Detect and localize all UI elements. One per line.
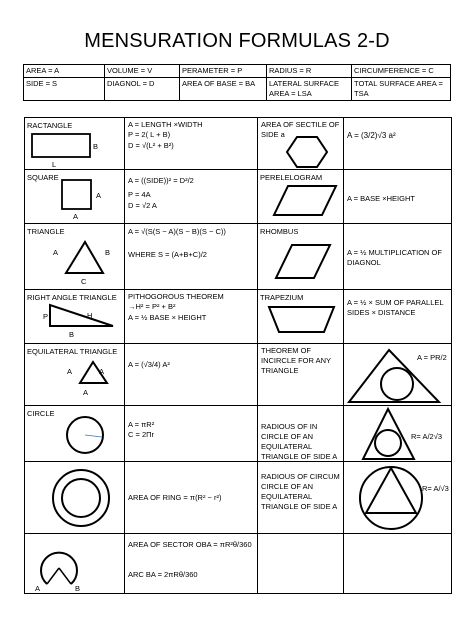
rectangle-figure-cell	[25, 118, 125, 170]
circle-label: CIRCLE	[27, 409, 55, 418]
formula-row	[25, 534, 452, 594]
parallelogram-figure-cell	[258, 170, 344, 224]
abbreviation-legend	[23, 64, 451, 101]
circumcircle-label: RADIOUS OF CIRCUM CIRCLE OF AN EQUILATERAL TRIANGLE OF SIDE A	[261, 472, 340, 511]
incircle-formula: A = PR/2	[417, 353, 447, 362]
triangle-shape	[65, 241, 107, 275]
formula-row	[25, 462, 452, 534]
semiperimeter-formula: WHERE S = (A+B+C)/2	[128, 250, 207, 259]
rectangle-formula-cell	[125, 118, 258, 170]
rhombus-figure-cell	[258, 224, 344, 290]
triangle-figure-cell	[25, 224, 125, 290]
sector-arc-formula: ARC BA = 2πRθ/360	[128, 570, 198, 579]
circumcircle-figure-cell	[344, 462, 452, 534]
circle-figure-cell	[25, 406, 125, 462]
sector-formula-cell	[125, 534, 258, 594]
rhombus-formula-cell	[344, 224, 452, 290]
square-side-right: A	[96, 191, 102, 200]
legend-cell: LATERAL SURFACE AREA = LSA	[267, 78, 352, 101]
right-triangle-side-p: P	[43, 312, 49, 321]
square-formula-cell	[125, 170, 258, 224]
circumcircle-formula: R= A/√3	[422, 484, 449, 493]
right-triangle-shape	[49, 304, 115, 328]
rectangle-side-b: B	[93, 142, 99, 151]
rectangle-diagonal-formula: D = √(L² + B²)	[128, 141, 174, 150]
sector-point-b: B	[75, 584, 81, 593]
equilateral-shape	[79, 361, 111, 385]
right-triangle-figure-cell	[25, 290, 125, 344]
equilateral-figure-cell	[25, 344, 125, 406]
legend-cell: AREA OF BASE = BA	[180, 78, 267, 101]
circle-circumference-formula: C = 2Πr	[128, 430, 155, 439]
legend-row	[24, 78, 451, 101]
formula-row	[25, 224, 452, 290]
square-label: SQUARE	[27, 173, 59, 182]
incircle-eq-formula: R= A/2√3	[411, 432, 443, 441]
ring-shape	[51, 468, 111, 528]
circumcircle-text-cell	[258, 462, 344, 534]
equilateral-side-bottom: A	[83, 388, 89, 397]
hexagon-formula-cell	[344, 118, 452, 170]
rectangle-area-formula: A = LENGTH ×WIDTH	[128, 120, 203, 129]
equilateral-label: EQUILATERAL TRIANGLE	[27, 347, 118, 356]
empty-cell	[258, 534, 344, 594]
right-triangle-side-h: H	[87, 311, 93, 320]
triangle-formula-cell	[125, 224, 258, 290]
empty-cell	[344, 534, 452, 594]
legend-cell: SIDE = S	[24, 78, 105, 101]
incircle-eq-text-cell	[258, 406, 344, 462]
square-area-formula: A = ((SIDE))² = D²/2	[128, 176, 194, 185]
formula-grid	[24, 117, 452, 594]
triangle-side-a: A	[53, 248, 59, 257]
formula-row	[25, 290, 452, 344]
ring-formula-cell	[125, 462, 258, 534]
circle-area-formula: A = πR²	[128, 420, 155, 429]
legend-cell: CIRCUMFERENCE = C	[352, 65, 451, 78]
ring-figure-cell	[25, 462, 125, 534]
trapezium-shape	[268, 306, 336, 334]
equilateral-side-right: A	[99, 367, 105, 376]
equilateral-formula-cell	[125, 344, 258, 406]
rectangle-perimeter-formula: P = 2( L + B)	[128, 130, 171, 139]
legend-cell: DIAGNOL = D	[105, 78, 180, 101]
right-triangle-area-formula: A = ½ BASE × HEIGHT	[128, 313, 207, 322]
page-title: MENSURATION FORMULAS 2-D	[84, 30, 390, 52]
triangle-side-b: B	[105, 248, 111, 257]
incircle-eq-diagram	[362, 407, 416, 461]
formula-row	[25, 170, 452, 224]
trapezium-label: TRAPEZIUM	[260, 293, 304, 302]
parallelogram-label: PERELELOGRAM	[260, 173, 323, 182]
hexagon-label: AREA OF SECTILE OF SIDE a	[261, 120, 340, 139]
trapezium-formula-cell	[344, 290, 452, 344]
parallelogram-shape	[274, 185, 338, 217]
ring-area-formula: AREA OF RING = π(R² − r²)	[128, 493, 222, 502]
hexagon-shape	[287, 136, 329, 170]
legend-cell: RADIUS = R	[267, 65, 352, 78]
legend-cell: AREA = A	[24, 65, 105, 78]
hexagon-formula: A = (3/2)√3 a²	[347, 131, 396, 140]
right-triangle-label: RIGHT ANGLE TRIANGLE	[27, 293, 117, 302]
pythagoras-formula: →H² = P² + B²	[128, 302, 176, 311]
square-shape	[61, 179, 93, 211]
incircle-eq-figure-cell	[344, 406, 452, 462]
rectangle-label: RACTANGLE	[27, 121, 73, 130]
equilateral-side-left: A	[67, 367, 73, 376]
legend-cell: PERAMETER = P	[180, 65, 267, 78]
pythagoras-title: PITHOGOROUS THEOREM	[128, 292, 224, 301]
rhombus-label: RHOMBUS	[260, 227, 299, 236]
hexagon-figure-cell	[258, 118, 344, 170]
parallelogram-formula-cell	[344, 170, 452, 224]
equilateral-area-formula: A = (√3/4) A²	[128, 360, 170, 369]
parallelogram-formula: A = BASE ×HEIGHT	[347, 194, 415, 203]
legend-cell: TOTAL SURFACE AREA = TSA	[352, 78, 451, 101]
trapezium-figure-cell	[258, 290, 344, 344]
heron-formula: A = √(S(S − A)(S − B)(S − C))	[128, 227, 226, 236]
incircle-figure-cell	[344, 344, 452, 406]
circle-formula-cell	[125, 406, 258, 462]
triangle-label: TRIANGLE	[27, 227, 65, 236]
right-triangle-formula-cell	[125, 290, 258, 344]
triangle-side-c: C	[81, 277, 87, 286]
rhombus-shape	[274, 244, 332, 280]
rectangle-side-l: L	[52, 160, 57, 169]
circumcircle-diagram	[358, 465, 424, 531]
sector-area-formula: AREA OF SECTOR OBA = πR²θ/360	[128, 540, 252, 549]
trapezium-formula: A = ½ × SUM OF PARALLEL SIDES × DISTANCE	[347, 298, 444, 317]
circle-shape	[65, 415, 105, 455]
sector-point-a: A	[35, 584, 41, 593]
sector-figure-cell	[25, 534, 125, 594]
rhombus-formula: A = ½ MULTIPLICATION OF DIAGNOL	[347, 248, 442, 267]
square-side-bottom: A	[73, 212, 79, 221]
legend-cell: VOLUME = V	[105, 65, 180, 78]
square-diagonal-formula: D = √2 A	[128, 201, 157, 210]
formula-row	[25, 406, 452, 462]
formula-row	[25, 118, 452, 170]
legend-row	[24, 65, 451, 78]
right-triangle-side-b: B	[69, 330, 75, 339]
square-figure-cell	[25, 170, 125, 224]
incircle-label: THEOREM OF INCIRCLE FOR ANY TRIANGLE	[261, 346, 331, 375]
square-perimeter-formula: P = 4A	[128, 190, 151, 199]
incircle-eq-label: RADIOUS OF IN CIRCLE OF AN EQUILATERAL TRIANGLE OF SIDE A	[261, 422, 338, 461]
incircle-text-cell	[258, 344, 344, 406]
rectangle-shape	[31, 132, 111, 168]
formula-row	[25, 344, 452, 406]
